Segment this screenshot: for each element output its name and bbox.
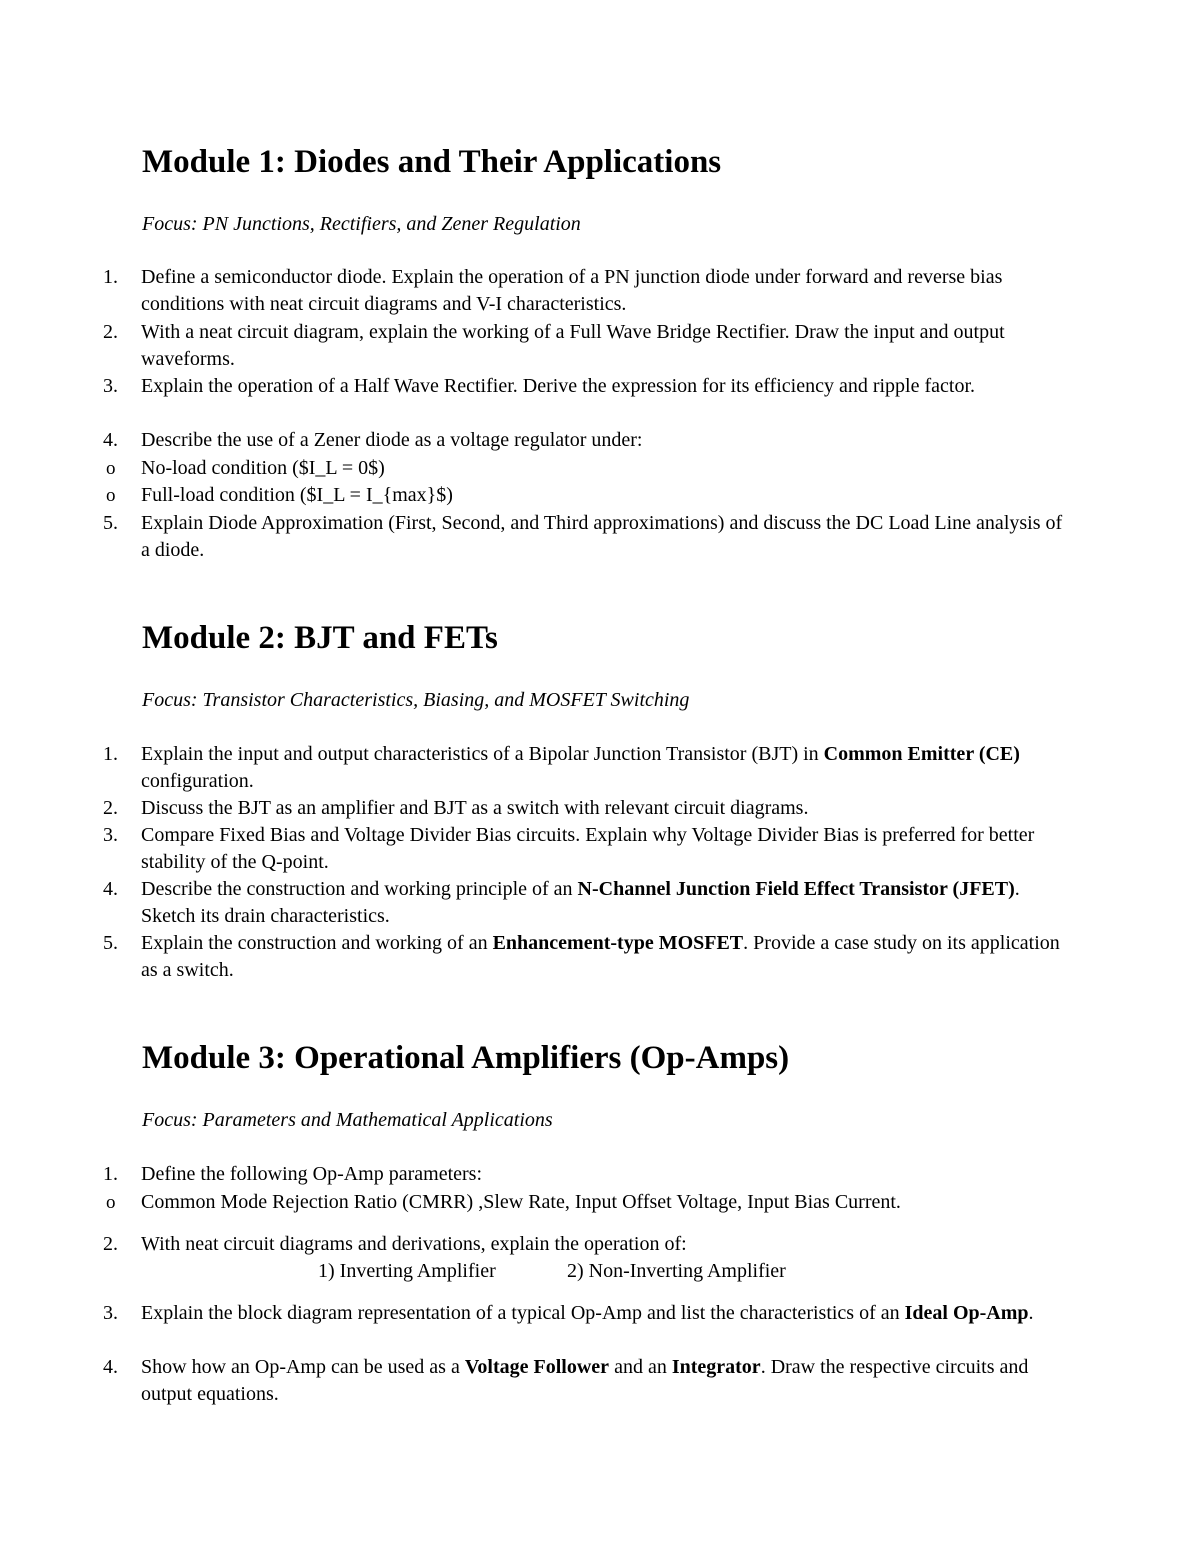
list-number: 1.	[103, 266, 118, 288]
list-item-text: Define the following Op-Amp parameters:	[141, 1163, 483, 1185]
list-item-text: Explain the operation of a Half Wave Rectifier. Derive the expression for its efficiency and ripple factor.	[141, 375, 976, 397]
list-number: 4.	[103, 429, 118, 451]
sub-item-inverting: 1) Inverting Amplifier	[318, 1260, 496, 1282]
module-1-focus: Focus: PN Junctions, Rectifiers, and Zener Regulation	[142, 213, 581, 235]
list-number: 5.	[103, 932, 118, 954]
list-number: 3.	[103, 1302, 118, 1324]
bullet-marker: o	[106, 485, 116, 506]
list-item-text: Explain the construction and working of an Enhancement-type MOSFET. Provide a case study on its application as a switch.	[141, 932, 1060, 981]
bullet-marker: o	[106, 458, 116, 479]
list-item-text: No-load condition ($I_L = 0$)	[141, 457, 385, 479]
list-item-text: Compare Fixed Bias and Voltage Divider Bias circuits. Explain why Voltage Divider Bias is preferred for better stability of the Q-point.	[141, 824, 1035, 873]
list-number: 3.	[103, 375, 118, 397]
list-item-text: Full-load condition ($I_L = I_{max}$)	[141, 484, 453, 506]
module-3-focus: Focus: Parameters and Mathematical Applications	[142, 1109, 553, 1131]
bold-term: N-Channel Junction Field Effect Transistor (JFET)	[577, 878, 1015, 900]
list-item-text: With neat circuit diagrams and derivations, explain the operation of:	[141, 1233, 687, 1255]
list-number: 2.	[103, 1233, 118, 1255]
list-item-text: Discuss the BJT as an amplifier and BJT as a switch with relevant circuit diagrams.	[141, 797, 809, 819]
list-number: 4.	[103, 1356, 118, 1378]
list-number: 1.	[103, 743, 118, 765]
list-item-text: Show how an Op-Amp can be used as a Voltage Follower and an Integrator. Draw the respective circuits and output equations.	[141, 1356, 1029, 1405]
bold-term: Enhancement-type MOSFET	[492, 932, 744, 954]
module-2-focus: Focus: Transistor Characteristics, Biasing, and MOSFET Switching	[142, 689, 690, 711]
list-item-text: Explain Diode Approximation (First, Second, and Third approximations) and discuss the DC Load Line analysis of a diode.	[141, 512, 1063, 561]
module-2-title: Module 2: BJT and FETs	[142, 620, 498, 656]
bold-term: Common Emitter (CE)	[823, 743, 1020, 765]
bold-term: Integrator	[671, 1356, 761, 1378]
bullet-marker: o	[106, 1192, 116, 1213]
list-number: 1.	[103, 1163, 118, 1185]
module-1-title: Module 1: Diodes and Their Applications	[142, 144, 722, 180]
list-item-text: Explain the block diagram representation of a typical Op-Amp and list the characteristics of an Ideal Op-Amp.	[141, 1302, 1034, 1324]
list-item-text: Define a semiconductor diode. Explain the operation of a PN junction diode under forward and reverse bias conditions with neat circuit diagrams and V-I characteristics.	[141, 266, 1003, 315]
list-item-text: Explain the input and output characteristics of a Bipolar Junction Transistor (BJT) in Common Emitter (CE) configuration.	[141, 743, 1020, 792]
list-number: 4.	[103, 878, 118, 900]
bold-term: Ideal Op-Amp	[904, 1302, 1029, 1324]
list-number: 5.	[103, 512, 118, 534]
list-item-text: Common Mode Rejection Ratio (CMRR) ,Slew Rate, Input Offset Voltage, Input Bias Current.	[141, 1191, 901, 1213]
list-item-text: With a neat circuit diagram, explain the working of a Full Wave Bridge Rectifier. Draw the input and output waveforms.	[141, 321, 1005, 370]
list-item-text: Describe the construction and working principle of an N-Channel Junction Field Effect Transistor (JFET). Sketch its drain characteristics.	[141, 878, 1020, 927]
list-number: 2.	[103, 321, 118, 343]
module-3-title: Module 3: Operational Amplifiers (Op-Amps)	[142, 1040, 790, 1076]
list-number: 3.	[103, 824, 118, 846]
list-number: 2.	[103, 797, 118, 819]
sub-item-non-inverting: 2) Non-Inverting Amplifier	[567, 1260, 786, 1282]
bold-term: Voltage Follower	[464, 1356, 610, 1378]
list-item-text: Describe the use of a Zener diode as a voltage regulator under:	[141, 429, 643, 451]
